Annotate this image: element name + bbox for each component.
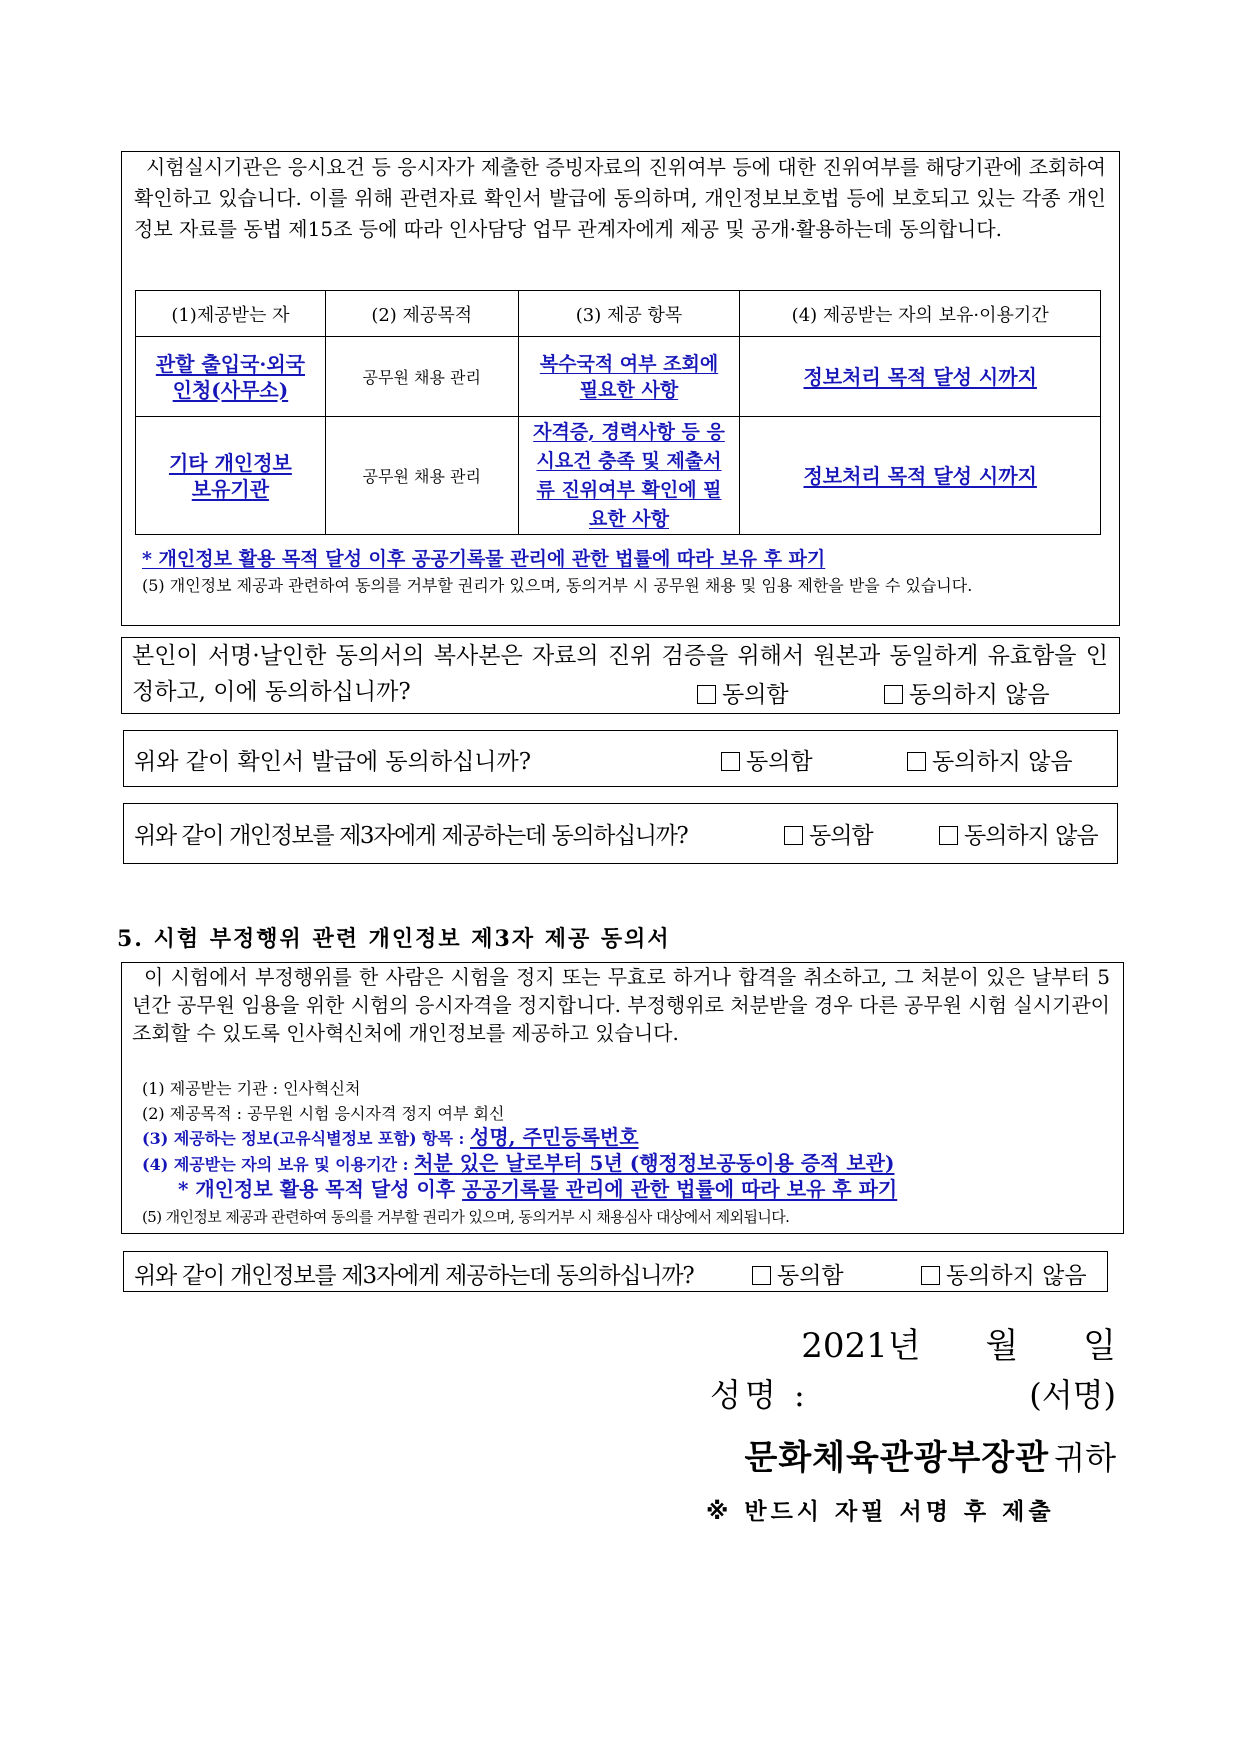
- section4-refusal-right: (5) 개인정보 제공과 관련하여 동의를 거부할 권리가 있으며, 동의거부 시 공무원 채용 및 임용 제한을 받을 수 있습니다.: [142, 576, 973, 595]
- signature-field[interactable]: [820, 1370, 1020, 1410]
- section4-intro: 시험실시기관은 응시요건 등 응시자가 제출한 증빙자료의 진위여부 등에 대한 진위여부를 해당기관에 조회하여 확인하고 있습니다. 이를 위해 관련자료 확인서 발급에 동의하며, 개인정보보호법 등에 보호되고 있는 각종 개인정보 자료를 동법 제15조 등에 따라 인사담당 업무 관계자에게 제공 및 공개·활용하는데 동의합니다.: [134, 155, 1106, 241]
- header-period: (4) 제공받는 자의 보유·이용기간: [740, 291, 1101, 337]
- addressee: [744, 1430, 1116, 1479]
- copy-validity-question: 본인이 서명·날인한 동의서의 복사본은 자료의 진위 검증을 위해서 원본과 동일하게 유효함을 인정하고, 이에 동의하십니까?: [132, 643, 1108, 705]
- table-row: [136, 417, 1101, 535]
- submission-notice: ※ 반드시 자필 서명 후 제출: [706, 1499, 1055, 1525]
- header-purpose: (2) 제공목적: [325, 291, 518, 337]
- third-party-question-2: 위와 같이 개인정보를 제3자에게 제공하는데 동의하십니까?: [134, 1263, 694, 1289]
- header-items: (3) 제공 항목: [518, 291, 740, 337]
- retention-note-value: 공공기록물 관리에 관한 법률에 따라 보유 후 파기: [462, 1177, 898, 1201]
- checkbox-icon[interactable]: [939, 826, 958, 845]
- certificate-issue-question: 위와 같이 확인서 발급에 동의하십니까?: [134, 749, 532, 775]
- addressee-honorific: 귀하: [1054, 1439, 1116, 1477]
- third-disagree-option-2[interactable]: 동의하지 않음: [921, 1257, 1087, 1290]
- table-row: [136, 337, 1101, 417]
- row2-purpose: 공무원 채용 관리: [325, 417, 518, 535]
- copy-validity-question-box: [121, 637, 1120, 714]
- row2-period: 정보처리 목적 달성 시까지: [740, 417, 1101, 535]
- third-party-question-box-2: [123, 1251, 1108, 1292]
- third-agree-option-2[interactable]: 동의함: [752, 1257, 844, 1290]
- section5-item2: (2) 제공목적 : 공무원 시험 응시자격 정지 여부 회신: [142, 1104, 505, 1123]
- item4-value: 처분 있은 날로부터 5년 (행정정보공동이용 증적 보관): [414, 1151, 895, 1175]
- certificate-issue-question-box: [123, 730, 1118, 787]
- section5-intro: 이 시험에서 부정행위를 한 사람은 시험을 정지 또는 무효로 하거나 합격을 취소하고, 그 처분이 있은 날부터 5년간 공무원 임용을 위한 시험의 응시자격을 정지합니다. 부정행위로 처분받을 경우 다른 공무원 시험 실시기관이 조회할 수 있도록 인사혁신처에 개인정보를 제공하고 있습니다.: [132, 965, 1110, 1045]
- issue-disagree-option[interactable]: 동의하지 않음: [907, 743, 1073, 776]
- checkbox-icon[interactable]: [921, 1266, 940, 1285]
- section5-item4: (4) 제공받는 자의 보유 및 이용기간 : 처분 있은 날로부터 5년 (행정정보공동이용 증적 보관): [142, 1151, 895, 1175]
- checkbox-icon[interactable]: [697, 685, 716, 704]
- row2-items: 자격증, 경력사항 등 응시요건 충족 및 제출서류 진위여부 확인에 필요한 사항: [518, 417, 740, 535]
- section5-item5: (5) 개인정보 제공과 관련하여 동의를 거부할 권리가 있으며, 동의거부 시 채용심사 대상에서 제외됩니다.: [142, 1208, 790, 1226]
- checkbox-icon[interactable]: [884, 685, 903, 704]
- consent-box-section4: [121, 151, 1120, 626]
- addressee-name: 문화체육관광부장관: [744, 1438, 1050, 1478]
- row1-purpose: 공무원 채용 관리: [325, 337, 518, 417]
- checkbox-icon[interactable]: [721, 752, 740, 771]
- section5-item3: (3) 제공하는 정보(고유식별정보 포함) 항목 : 성명, 주민등록번호: [142, 1125, 639, 1149]
- signature-date: 2021년 월 일: [801, 1326, 1116, 1366]
- row1-items: 복수국적 여부 조회에 필요한 사항: [518, 337, 740, 417]
- third-agree-option-1[interactable]: 동의함: [784, 817, 873, 850]
- row1-recipient: 관할 출입국·외국인청(사무소): [136, 337, 326, 417]
- section5-retention-note: * 개인정보 활용 목적 달성 이후 공공기록물 관리에 관한 법률에 따라 보유 후 파기: [178, 1177, 898, 1201]
- third-party-question-1: 위와 같이 개인정보를 제3자에게 제공하는데 동의하십니까?: [134, 823, 688, 849]
- row2-recipient: 기타 개인정보 보유기관: [136, 417, 326, 535]
- third-disagree-option-1[interactable]: 동의하지 않음: [939, 817, 1098, 850]
- checkbox-icon[interactable]: [752, 1266, 771, 1285]
- issue-agree-option[interactable]: 동의함: [721, 743, 813, 776]
- checkbox-icon[interactable]: [784, 826, 803, 845]
- section5-title: 5. 시험 부정행위 관련 개인정보 제3자 제공 동의서: [117, 926, 671, 952]
- signature-name-label: 성명 :: [710, 1376, 809, 1414]
- copy-agree-option[interactable]: 동의함: [697, 676, 789, 709]
- consent-box-section5: [121, 962, 1124, 1234]
- table-header-row: [136, 291, 1101, 337]
- section5-item1: (1) 제공받는 기관 : 인사혁신처: [142, 1079, 361, 1098]
- header-recipient: (1)제공받는 자: [136, 291, 326, 337]
- row1-period: 정보처리 목적 달성 시까지: [740, 337, 1101, 417]
- signature-sign-label: (서명): [1029, 1376, 1116, 1414]
- item3-value: 성명, 주민등록번호: [470, 1125, 639, 1149]
- checkbox-icon[interactable]: [907, 752, 926, 771]
- third-party-question-box-1: [123, 803, 1118, 864]
- provision-table: [135, 290, 1101, 535]
- copy-disagree-option[interactable]: 동의하지 않음: [884, 676, 1050, 709]
- section4-retention-note: * 개인정보 활용 목적 달성 이후 공공기록물 관리에 관한 법률에 따라 보유 후 파기: [142, 548, 826, 570]
